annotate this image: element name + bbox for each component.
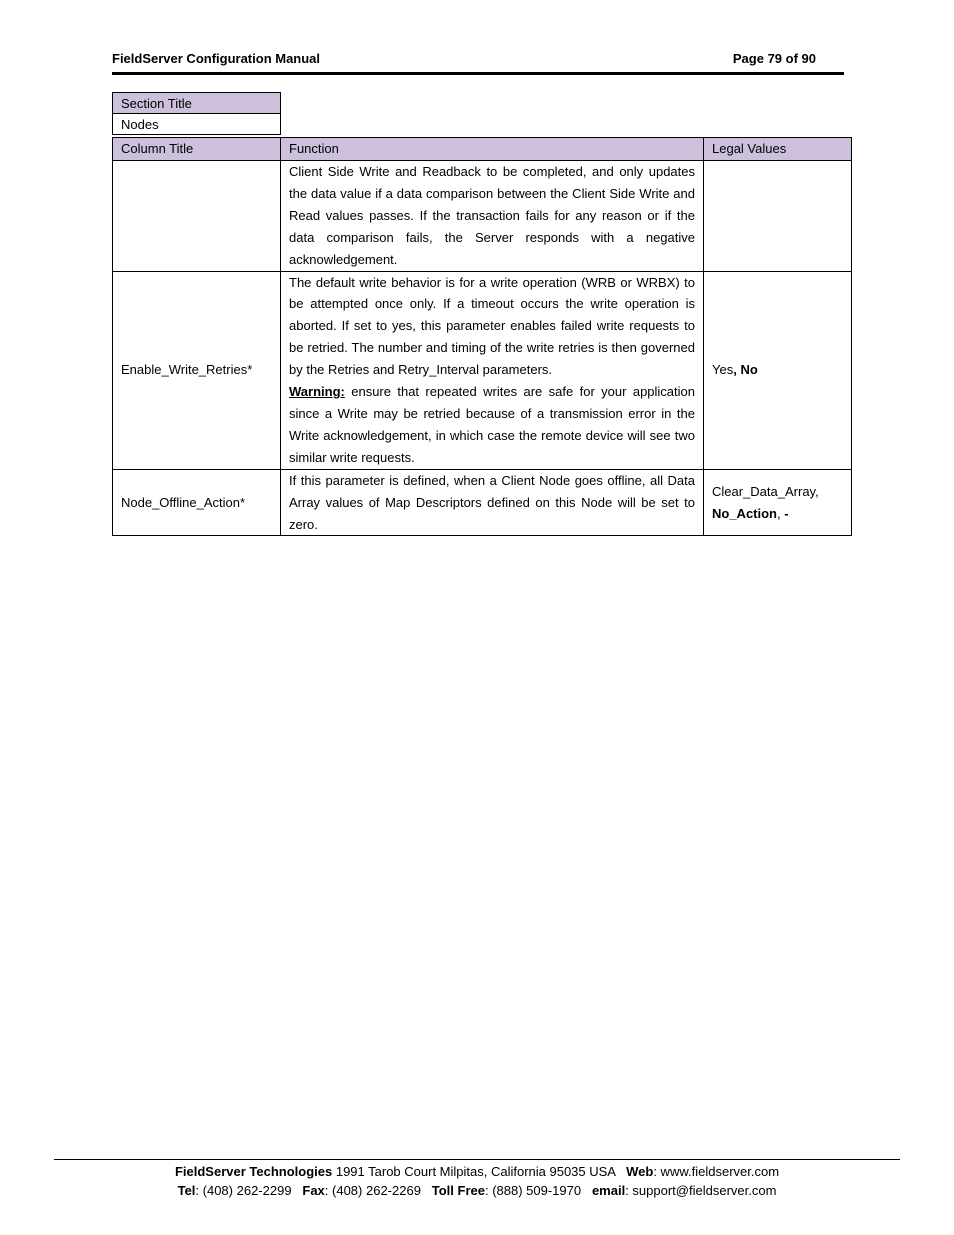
table-row (113, 271, 852, 469)
column-header-title: Column Title (113, 138, 281, 161)
section-title-label: Section Title (113, 93, 281, 114)
footer-divider (54, 1159, 900, 1160)
row-title (113, 161, 281, 272)
row-legal-values (704, 469, 852, 536)
page-number: Page 79 of 90 (732, 51, 816, 66)
footer-tollfree-label: Toll Free (431, 1183, 485, 1198)
table-row (113, 161, 852, 272)
row-function: Client Side Write and Readback to be completed, and only updates the data value if a data comparison between the Client Side Write and Read values passes. If the transaction fails for any reason or if the data comparison fails, the Server responds with a negative acknowledgement. (281, 161, 704, 272)
footer-tel-label: Tel (177, 1183, 196, 1198)
footer-fax-label: Fax (302, 1183, 325, 1198)
manual-title: FieldServer Configuration Manual (112, 51, 321, 66)
section-table (112, 92, 281, 135)
footer-fax: : (408) 262-2269 (324, 1183, 432, 1198)
row-title: Node_Offline_Action* (113, 469, 281, 536)
page-header (112, 50, 844, 75)
table-header-row (113, 138, 852, 161)
table-row (113, 469, 852, 536)
legal-value-dash: - (784, 505, 789, 521)
row-function (281, 271, 704, 469)
footer-company: FieldServer Technologies (174, 1164, 333, 1179)
footer-web-label: Web (626, 1164, 654, 1179)
row-legal-values (704, 161, 852, 272)
legal-value-no-action: No_Action (712, 505, 777, 521)
footer-tollfree: : (888) 509-1970 (484, 1183, 592, 1198)
function-text: The default write behavior is for a write operation (WRB or WRBX) to be attempted once only. If a timeout occurs the write operation is aborted. If set to yes, this parameter enables failed write requests to be retried. The number and timing of the write retries is then governed by the Retries and Retry_Interval parameters. (289, 274, 695, 378)
footer-web: : www.fieldserver.com (653, 1164, 780, 1179)
legal-value-yes: Yes (712, 362, 734, 378)
legal-value-no: , No (733, 362, 758, 378)
parameters-table (112, 137, 852, 536)
column-header-legal: Legal Values (704, 138, 852, 161)
row-title: Enable_Write_Retries* (113, 271, 281, 469)
footer-address: 1991 Tarob Court Milpitas, California 95035 USA (332, 1164, 627, 1179)
footer-line-1 (54, 1162, 900, 1181)
row-legal-values (704, 271, 852, 469)
section-title-value: Nodes (113, 114, 281, 135)
column-header-function: Function (281, 138, 704, 161)
footer-tel: : (408) 262-2299 (195, 1183, 303, 1198)
page-footer (54, 1162, 900, 1200)
legal-value-separator: , (777, 505, 785, 521)
row-function: If this parameter is defined, when a Client Node goes offline, all Data Array values of Map Descriptors defined on this Node will be set to zero. (281, 469, 704, 536)
legal-value-clear: Clear_Data_Array, (712, 483, 819, 499)
warning-label: Warning: (289, 384, 345, 400)
footer-email: : support@fieldserver.com (625, 1183, 777, 1198)
footer-email-label: email (591, 1183, 626, 1198)
warning-text: ensure that repeated writes are safe for your application since a Write may be retried because of a transmission error in the Write acknowledgement, in which case the remote device will see two similar write requests. (289, 384, 695, 465)
footer-line-2 (54, 1181, 900, 1200)
